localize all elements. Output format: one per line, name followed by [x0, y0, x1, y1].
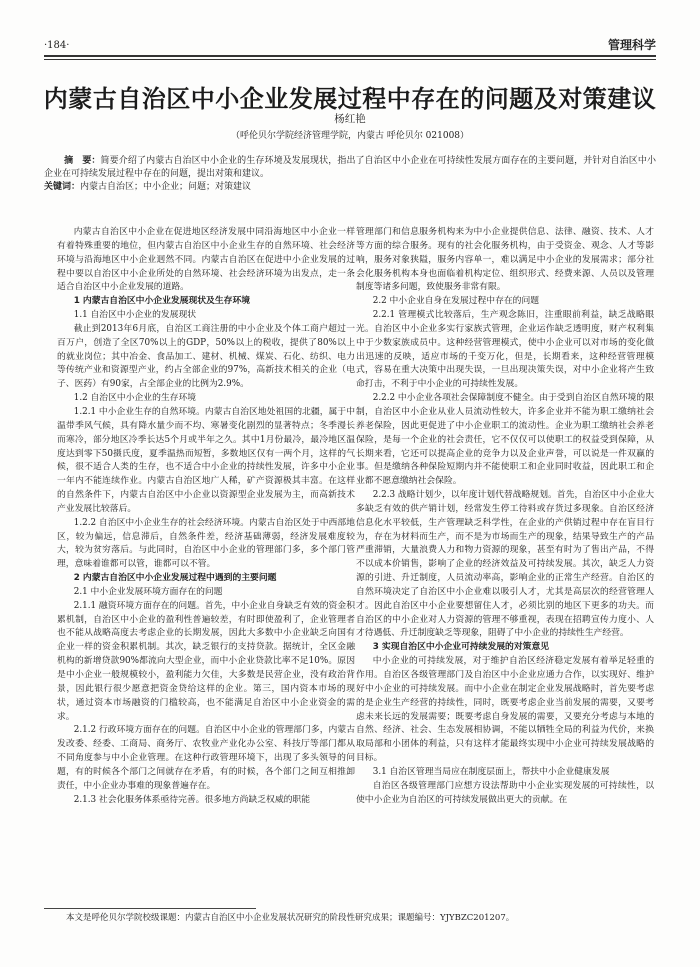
body-paragraph: 2.1.2 行政环境方面存在的问题。自治区中小企业的管理部门多，内蒙古发改委、经委、工商局、商务厅、农牧业产业化办公室、科技厅等部门都从不同角度参与中小企业管理。在这种行政管理环境下，出现了多头领导的问题，有的时候各个部门之间就存在矛盾，有的时候，各个部门之间互相推卸责任，中小企业办事难的现象普遍存在。 — [57, 725, 355, 791]
abstract-block — [44, 155, 656, 194]
page-number: ·184· — [44, 40, 70, 51]
body-column-right — [356, 226, 654, 807]
subsection-heading: 1.1 自治区中小企业的发展现状 — [73, 310, 197, 321]
subsection-heading: 2.2 中小企业自身在发展过程中存在的问题 — [372, 296, 540, 307]
section-heading: 1 内蒙古自治区中小企业发展现状及生存环境 — [73, 296, 251, 307]
keywords-text: 内蒙古自治区；中小企业；问题；对策建议 — [80, 182, 252, 192]
body-paragraph: 自治区各级管理部门应想方设法帮助中小企业实现发展的可持续性，以使中小企业为自治区的可持续发展做出更大的贡献。在 — [356, 780, 654, 805]
body-paragraph: 截止到2013年6月底，自治区工商注册的中小企业及个体工商户超过一百万户，创造了全区70%以上的GDP，50%以上的税收，提供了80%以上的就业岗位；其中冶金、食品加工、建材、机械、煤炭、石化、纺织、电力等传统产业和资源型产业，约占全部企业的97%，高新技术相关的企业（电子、医药）有90家，占全部企业的比例为2.9%。 — [57, 323, 355, 390]
subsection-heading: 1.2 自治区中小企业的生存环境 — [73, 393, 197, 404]
body-paragraph: 1.2.2 自治区中小企业生存的社会经济环境。内蒙古自治区处于中西部地区，较为偏远，信息滞后，自然条件差，经济基础薄弱，经济发展难度较大，较为贫穷落后。与此同时，自治区中小企业的管理部门多，多个部门管理，意味着谁都可以管，谁都可以不管。 — [57, 517, 355, 570]
author: 杨红艳 — [334, 113, 366, 125]
header-rule-thick — [44, 55, 656, 57]
footnote-text: 本文是呼伦贝尔学院校级课题：内蒙古自治区中小企业发展状况研究的阶段性研究成果；课题编号：YJYBZC201207。 — [66, 913, 515, 923]
keywords — [44, 181, 656, 194]
abstract — [44, 155, 656, 181]
body-column-left — [57, 226, 355, 807]
keywords-label: 关键词： — [44, 182, 81, 192]
body-paragraph: 2.1.3 社会化服务体系亟待完善。很多地方尚缺乏权威的职能 — [73, 794, 311, 805]
section-heading: 2 内蒙古自治区中小企业发展过程中遇到的主要问题 — [73, 573, 277, 584]
body-paragraph: 2.1.1 融资环境方面存在的问题。首先，中小企业自身缺乏有效的资金积累机制，自治区中小企业的盈利性普遍较差，有时即使盈利了，企业管理者也不能从战略高度去考虑企业的长期发展，因此大多数中小企业缺乏向国有企业一样的资金积累机制。其次，缺乏银行的支持贷款。据统计，全区金融机构的新增贷款90%都流向大型企业，而中小企业贷款比率不足10%。原因是中小企业一般规模较小，盈利能力欠佳，大多数是民营企业，没有政治背景，因此银行很少愿意把资金贷给这样的企业。第三，国内资本市场的现状，通过资本市场融资的门槛较高，也不能满足自治区中小企业资金的需求。 — [57, 600, 355, 722]
body-paragraph: 中小企业的可持续发展，对于维护自治区经济稳定发展有着举足轻重的作用。自治区各级管理部门及自治区中小企业应通力合作，以实现好、维护好中小企业的可持续发展。而中小企业在制定企业发展战略时，首先要考虑的是企业生产经营的持续性，同时，既要考虑企业当前发展的需要，又要考虑未来长远的发展需要；既要考虑自身发展的需要，又要充分考虑与本地的自然、经济、社会、生态发展相协调，不能以牺牲全局的利益为代价，来换取局部和小团体的利益，只有这样才能最终实现中小企业可持续发展战略的目标。 — [356, 656, 654, 764]
running-header — [44, 36, 656, 54]
journal-name: 管理科学 — [607, 38, 656, 52]
abstract-text: 简要介绍了内蒙古自治区中小企业的生存环境及发展现状，指出了自治区中小企业在可持续性发展方面存在的主要问题，并针对自治区中小企业在可持续发展过程中存在的问题，提出对策和建议。 — [44, 156, 656, 179]
body-paragraph: 2.2.2 中小企业各项社会保障制度不健全。由于受到自治区自然环境的限制，自治区中小企业从业人员流动性较大，许多企业并不能为职工缴纳社会养老保险，因此更促进了中小企业职工的流动性。企业为职工缴纳社会养老保险，是每一个企业的社会责任，它不仅仅可以使职工的权益受到保障，从长期来看，它还可以提高企业的竞争力以及企业声誉，可以说是一件双赢的事。但是缴纳各种保险短期内并不能使职工和企业同时收益，因此职工和企业都不愿意缴纳社会保险。 — [356, 393, 654, 487]
article-title: 内蒙古自治区中小企业发展过程中存在的问题及对策建议 — [43, 85, 657, 113]
header-rule-thin — [44, 59, 656, 60]
section-heading: 3 实现自治区中小企业可持续发展的对策意见 — [372, 642, 550, 653]
subsection-heading: 3.1 自治区管理当局应在制度层面上，帮扶中小企业健康发展 — [372, 766, 610, 777]
body-paragraph: 2.2.3 战略计划少，以年度计划代替战略规划。首先，自治区中小企业大多缺乏有效的供产销计划，经常发生停工待料或存货过多现象。自治区经济信息化水平较低，生产管理缺乏科学性，在企业的产供销过程中存在盲目行为，存在为材料而生产，而不是为市场而生产的现象，结果导致生产的产品严重滞销，大量浪费人力和物力资源的现象，甚至有时为了售出产品，不得不以成本价销售，影响了企业的经济效益及可持续发展。其次，缺乏人力资源的引进、升迁制度，人员流动率高，影响企业的正常生产经营。自治区的自然环境决定了自治区中小企业难以吸引人才，尤其是高层次的经营管理人才。因此自治区中小企业要想留住人才，必须比别的地区下更多的功夫。而自治区的中小企业对人力资源的管理不够重视，表现在招聘宣传力度小、人才待遇低、升迁制度缺乏等现象，阻碍了中小企业的持续性生产经营。 — [356, 490, 654, 639]
footnote-rule — [44, 908, 256, 909]
body-paragraph: 管理部门和信息服务机构来为中小企业提供信息、法律、融资、技术、人才等方面的综合服务。现有的社会化服务机构，由于受资金、观念、人才等影响，服务对象狭隘，服务内容单一，难以满足中小企业的发展需求；部分社会化服务机构本身也面临着机构定位、组织形式、经费来源、人员以及管理制度等诸多问题，致使服务非常有限。 — [356, 227, 654, 293]
subsection-heading: 2.1 中小企业发展环境方面存在的问题 — [73, 586, 223, 597]
footnote — [44, 912, 656, 924]
affiliation: （呼伦贝尔学院经济管理学院，内蒙古 呼伦贝尔 021008） — [230, 131, 470, 141]
body-paragraph: 2.2.1 管理模式比较落后，生产观念陈旧，注重眼前利益，缺乏战略眼光。自治区中小企业多实行家族式管理，企业运作缺乏透明度，财产权利集中于少数家族成员中。这种经营管理模式，使中小企业可以对市场的变化做出迅速的反映，适应市场的千变万化，但是，长期看来，这种经营管理模式，容易在重大决策中出现失误，一旦出现决策失误，对中小企业将产生致命打击，不利于中小企业的可持续性发展。 — [356, 310, 654, 390]
body-paragraph: 1.2.1 中小企业生存的自然环境。内蒙古自治区地处祖国的北疆，属于中温带季风气候，具有降水量少而不均、寒暑变化剧烈的显著特点；冬季漫长而寒冷，部分地区冷季长达5个月或半年之久。其中1月份最冷，最冷地区温度达到零下50摄氏度，夏季温热而短暂，多数地区仅有一两个月，这样的气候，很不适合人类的生存，也不适合中小企业的持续性发展，许多中小企业一年内不能连续作业。内蒙古自治区地广人稀，矿产资源极其丰富。在这样的自然条件下，内蒙古自治区中小企业以资源型企业发展为主，而高新技术产业发展比较落后。 — [57, 406, 355, 514]
body-paragraph: 内蒙古自治区中小企业在促进地区经济发展中同沿海地区中小企业一样有着特殊重要的地位，但内蒙古自治区中小企业生存的自然环境、社会经济环境与沿海地区中小企业迥然不同。内蒙古自治区在促进中小企业发展的过程中要以自治区中小企业所处的自然环境、社会经济环境为出发点，走一条适合自治区中小企业发展的道路。 — [57, 227, 355, 293]
abstract-label: 摘 要： — [64, 156, 101, 166]
